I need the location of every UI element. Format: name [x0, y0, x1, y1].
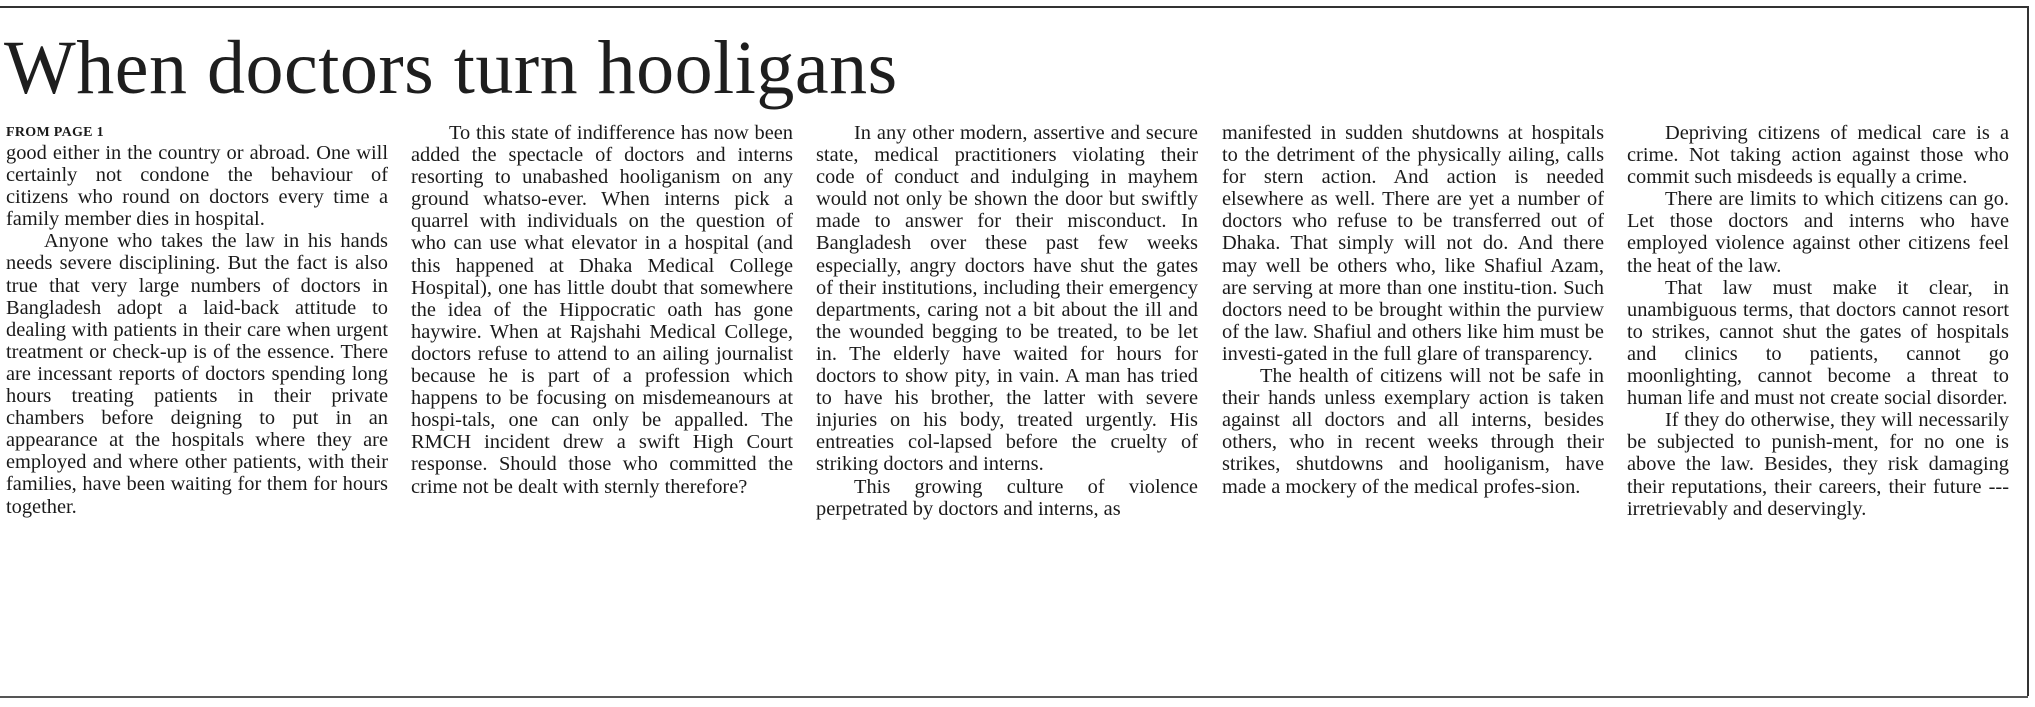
continuation-kicker: FROM PAGE 1: [6, 125, 104, 140]
article-column-5: [1627, 122, 2009, 692]
right-rule: [2027, 6, 2029, 696]
article-paragraph: That law must make it clear, in unambiguous terms, that doctors cannot resort to strikes, cannot shut the gates of hospitals and clinics to patients, cannot go moonlighting, cannot become a threat to human life and must not create social disorder.: [1627, 276, 2009, 410]
article-paragraph: There are limits to which citizens can go. Let those doctors and interns who have employed violence against other citizens feel the heat of the law.: [1627, 188, 2009, 277]
bottom-rule: [0, 696, 2028, 698]
article-paragraph: If they do otherwise, they will necessarily be subjected to punish-ment, for no one is above the law. Besides, they risk damaging their reputations, their careers, their future --- irretrievably and deservingly.: [1627, 409, 2009, 520]
article-column-4: [1222, 122, 1604, 692]
article-column-1: [6, 122, 388, 692]
article-paragraph: good either in the country or abroad. One will certainly not condone the behaviour of citizens who round on doctors every time a family member dies in hospital.: [6, 142, 388, 231]
article-paragraph: Depriving citizens of medical care is a crime. Not taking action against those who commit such misdeeds is equally a crime.: [1627, 122, 2009, 189]
article-paragraph: Anyone who takes the law in his hands needs severe disciplining. But the fact is also true that very large numbers of doctors in Bangladesh adopt a laid-back attitude to dealing with patients in their care when urgent treatment or check-up is of the essence. There are incessant reports of doctors spending long hours treating patients in their private chambers before deigning to put in an appearance at the hospitals where they are employed and where other patients, with their families, have been waiting for them for hours together.: [6, 230, 388, 518]
article-paragraph: This growing culture of violence perpetrated by doctors and interns, as: [816, 475, 1198, 520]
article-paragraph: To this state of indifference has now been added the spectacle of doctors and interns resorting to unabashed hooliganism on any ground whatso-ever. When interns pick a quarrel with individuals on the question of who can use what elevator in a hospital (and this happened at Dhaka Medical College Hospital), one has little doubt that somewhere the idea of the Hippocratic oath has gone haywire. When at Rajshahi Medical College, doctors refuse to attend to an ailing journalist because he is part of a profession which happens to be focusing on misdemeanours at hospi-tals, one can only be appalled. The RMCH incident drew a swift High Court response. Should those who committed the crime not be dealt with sternly therefore?: [411, 122, 793, 498]
article-paragraph-continued: manifested in sudden shutdowns at hospitals to the detriment of the physically ailing, calls for stern action. And action is needed elsewhere as well. There are yet a number of doctors who refuse to be transferred out of Dhaka. That simply will not do. And there may well be others who, like Shafiul Azam, are serving at more than one institu-tion. Such doctors need to be brought within the purview of the law. Shafiul and others like him must be investi-gated in the full glare of transparency.: [1222, 122, 1604, 365]
article-column-2: [411, 122, 793, 692]
article-paragraph: In any other modern, assertive and secure state, medical practitioners violating their code of conduct and indulging in mayhem would not only be shown the door but swiftly made to answer for their misconduct. In Bangladesh over these past few weeks especially, angry doctors have shut the gates of their institutions, including their emergency departments, caring not a bit about the ill and the wounded begging to be treated, to be let in. The elderly have waited for hours for doctors to show pity, in vain. A man has tried to have his brother, the latter with severe injuries on his body, treated urgently. His entreaties col-lapsed before the cruelty of striking doctors and interns.: [816, 122, 1198, 476]
top-rule: [0, 6, 2028, 8]
article-paragraph: The health of citizens will not be safe in their hands unless exemplary action is taken against all doctors and all interns, besides others, who in recent weeks through their strikes, shutdowns and hooliganism, have made a mockery of the medical profes-sion.: [1222, 365, 1604, 498]
article-column-3: [816, 122, 1198, 692]
article-headline: When doctors turn hooligans: [4, 26, 898, 110]
